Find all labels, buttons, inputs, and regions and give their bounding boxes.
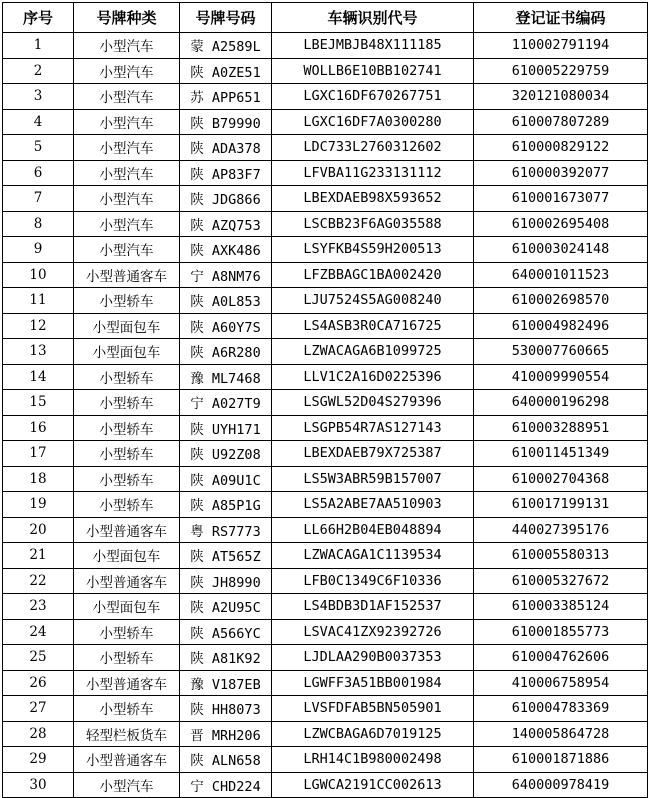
cell-plate-number: 陕 AXK486	[180, 237, 272, 263]
cell-certificate-number: 610001855773	[474, 619, 648, 645]
cell-index: 9	[3, 237, 74, 263]
cell-certificate-number: 610017199131	[474, 492, 648, 518]
cell-index: 24	[3, 619, 74, 645]
cell-plate-type: 小型面包车	[74, 339, 180, 365]
cell-certificate-number: 610001673077	[474, 186, 648, 212]
cell-plate-number: 陕 A09U1C	[180, 466, 272, 492]
table-row	[3, 441, 648, 467]
cell-plate-number: 陕 JDG866	[180, 186, 272, 212]
cell-plate-type: 小型汽车	[74, 186, 180, 212]
table-row	[3, 237, 648, 263]
cell-certificate-number: 610001871886	[474, 747, 648, 773]
cell-certificate-number: 440027395176	[474, 517, 648, 543]
cell-plate-type: 小型面包车	[74, 313, 180, 339]
table-row	[3, 543, 648, 569]
table-row	[3, 772, 648, 798]
cell-plate-type: 小型轿车	[74, 288, 180, 314]
cell-plate-number: 蒙 A2589L	[180, 33, 272, 59]
cell-certificate-number: 530007760665	[474, 339, 648, 365]
cell-vin: LSGWL52D04S279396	[272, 390, 474, 416]
table-row	[3, 364, 648, 390]
cell-plate-type: 小型普通客车	[74, 517, 180, 543]
cell-vin: LS4ASB3R0CA716725	[272, 313, 474, 339]
cell-index: 21	[3, 543, 74, 569]
cell-index: 7	[3, 186, 74, 212]
cell-vin: LZWACAGA6B1099725	[272, 339, 474, 365]
cell-plate-type: 小型普通客车	[74, 262, 180, 288]
cell-plate-type: 小型普通客车	[74, 670, 180, 696]
cell-plate-number: 宁 A027T9	[180, 390, 272, 416]
cell-vin: LJU7524S5AG008240	[272, 288, 474, 314]
cell-certificate-number: 610004783369	[474, 696, 648, 722]
cell-vin: LZWACAGA1C1139534	[272, 543, 474, 569]
cell-vin: LS4BDB3D1AF152537	[272, 594, 474, 620]
cell-plate-type: 小型汽车	[74, 109, 180, 135]
table-row	[3, 160, 648, 186]
cell-vin: LRH14C1B980002498	[272, 747, 474, 773]
cell-plate-type: 小型汽车	[74, 211, 180, 237]
cell-plate-number: 陕 A6R280	[180, 339, 272, 365]
cell-index: 22	[3, 568, 74, 594]
cell-vin: LLV1C2A16D0225396	[272, 364, 474, 390]
cell-certificate-number: 610005327672	[474, 568, 648, 594]
cell-plate-type: 小型汽车	[74, 772, 180, 798]
cell-index: 12	[3, 313, 74, 339]
cell-plate-number: 陕 A2U95C	[180, 594, 272, 620]
cell-certificate-number: 140005864728	[474, 721, 648, 747]
cell-index: 20	[3, 517, 74, 543]
table-row	[3, 696, 648, 722]
cell-plate-number: 晋 MRH206	[180, 721, 272, 747]
cell-index: 13	[3, 339, 74, 365]
table-row	[3, 339, 648, 365]
table-row	[3, 517, 648, 543]
cell-plate-type: 小型汽车	[74, 58, 180, 84]
cell-vin: LGWFF3A51BB001984	[272, 670, 474, 696]
cell-vin: LJDLAA290B0037353	[272, 645, 474, 671]
cell-index: 26	[3, 670, 74, 696]
cell-vin: LBEXDAEB98X593652	[272, 186, 474, 212]
cell-plate-type: 小型轿车	[74, 645, 180, 671]
table-row	[3, 288, 648, 314]
cell-certificate-number: 610002698570	[474, 288, 648, 314]
header-certificate-number: 登记证书编码	[474, 3, 648, 33]
cell-plate-number: 陕 JH8990	[180, 568, 272, 594]
cell-plate-type: 小型汽车	[74, 135, 180, 161]
table-row	[3, 262, 648, 288]
table-row	[3, 390, 648, 416]
cell-index: 11	[3, 288, 74, 314]
cell-plate-type: 小型轿车	[74, 466, 180, 492]
table-row	[3, 670, 648, 696]
cell-plate-type: 小型普通客车	[74, 568, 180, 594]
table-row	[3, 313, 648, 339]
cell-index: 3	[3, 84, 74, 110]
cell-vin: LSYFKB4S59H200513	[272, 237, 474, 263]
cell-plate-number: 陕 A85P1G	[180, 492, 272, 518]
table-row	[3, 415, 648, 441]
cell-plate-type: 小型轿车	[74, 364, 180, 390]
cell-certificate-number: 640000978419	[474, 772, 648, 798]
cell-index: 14	[3, 364, 74, 390]
cell-index: 10	[3, 262, 74, 288]
cell-plate-number: 粤 RS7773	[180, 517, 272, 543]
cell-index: 25	[3, 645, 74, 671]
cell-vin: LFZBBAGC1BA002420	[272, 262, 474, 288]
cell-vin: LL66H2B04EB048894	[272, 517, 474, 543]
cell-plate-type: 小型面包车	[74, 594, 180, 620]
cell-certificate-number: 610011451349	[474, 441, 648, 467]
cell-plate-number: 陕 AZQ753	[180, 211, 272, 237]
table-row	[3, 33, 648, 59]
cell-plate-type: 小型轿车	[74, 492, 180, 518]
cell-vin: LBEJMBJB48X111185	[272, 33, 474, 59]
cell-index: 18	[3, 466, 74, 492]
cell-index: 28	[3, 721, 74, 747]
header-vin: 车辆识别代号	[272, 3, 474, 33]
cell-plate-number: 陕 HH8073	[180, 696, 272, 722]
cell-index: 16	[3, 415, 74, 441]
cell-certificate-number: 610002704368	[474, 466, 648, 492]
cell-plate-type: 轻型栏板货车	[74, 721, 180, 747]
cell-vin: LGXC16DF7A0300280	[272, 109, 474, 135]
cell-plate-number: 陕 U92Z08	[180, 441, 272, 467]
table-row	[3, 721, 648, 747]
cell-plate-type: 小型汽车	[74, 33, 180, 59]
cell-plate-type: 小型面包车	[74, 543, 180, 569]
table-row	[3, 186, 648, 212]
cell-index: 1	[3, 33, 74, 59]
cell-vin: LVSFDFAB5BN505901	[272, 696, 474, 722]
cell-certificate-number: 110002791194	[474, 33, 648, 59]
table-row	[3, 135, 648, 161]
cell-certificate-number: 610003024148	[474, 237, 648, 263]
cell-certificate-number: 410009990554	[474, 364, 648, 390]
cell-vin: LGWCA2191CC002613	[272, 772, 474, 798]
cell-vin: LFB0C1349C6F10336	[272, 568, 474, 594]
cell-certificate-number: 610004982496	[474, 313, 648, 339]
cell-vin: LBEXDAEB79X725387	[272, 441, 474, 467]
cell-vin: LGXC16DF670267751	[272, 84, 474, 110]
cell-vin: LSGPB54R7AS127143	[272, 415, 474, 441]
cell-plate-number: 陕 A566YC	[180, 619, 272, 645]
cell-plate-number: 陕 A0ZE51	[180, 58, 272, 84]
cell-plate-number: 陕 AP83F7	[180, 160, 272, 186]
cell-index: 5	[3, 135, 74, 161]
cell-plate-number: 豫 ML7468	[180, 364, 272, 390]
cell-index: 15	[3, 390, 74, 416]
cell-vin: LSCBB23F6AG035588	[272, 211, 474, 237]
cell-vin: LSVAC41ZX92392726	[272, 619, 474, 645]
cell-plate-number: 陕 A0L853	[180, 288, 272, 314]
cell-plate-type: 小型汽车	[74, 237, 180, 263]
table-row	[3, 466, 648, 492]
cell-plate-number: 陕 AT565Z	[180, 543, 272, 569]
cell-certificate-number: 610000392077	[474, 160, 648, 186]
header-index: 序号	[3, 3, 74, 33]
cell-index: 2	[3, 58, 74, 84]
header-plate-number: 号牌号码	[180, 3, 272, 33]
cell-vin: LFVBA11G233131112	[272, 160, 474, 186]
cell-vin: WOLLB6E10BB102741	[272, 58, 474, 84]
cell-certificate-number: 610003288951	[474, 415, 648, 441]
cell-vin: LZWCBAGA6D7019125	[272, 721, 474, 747]
table-row	[3, 492, 648, 518]
cell-plate-number: 陕 A81K92	[180, 645, 272, 671]
cell-plate-type: 小型普通客车	[74, 747, 180, 773]
header-plate-type: 号牌种类	[74, 3, 180, 33]
table-row	[3, 619, 648, 645]
cell-plate-number: 豫 V187EB	[180, 670, 272, 696]
vehicle-registration-table	[2, 2, 648, 798]
cell-index: 23	[3, 594, 74, 620]
cell-certificate-number: 610003385124	[474, 594, 648, 620]
table-row	[3, 747, 648, 773]
cell-index: 29	[3, 747, 74, 773]
cell-plate-type: 小型轿车	[74, 696, 180, 722]
cell-plate-number: 宁 CHD224	[180, 772, 272, 798]
cell-index: 4	[3, 109, 74, 135]
cell-index: 8	[3, 211, 74, 237]
cell-index: 27	[3, 696, 74, 722]
cell-plate-number: 陕 ALN658	[180, 747, 272, 773]
cell-certificate-number: 610002695408	[474, 211, 648, 237]
table-row	[3, 594, 648, 620]
cell-vin: LS5A2ABE7AA510903	[272, 492, 474, 518]
cell-plate-type: 小型轿车	[74, 390, 180, 416]
cell-plate-number: 苏 APP651	[180, 84, 272, 110]
cell-certificate-number: 410006758954	[474, 670, 648, 696]
table-row	[3, 568, 648, 594]
cell-plate-type: 小型汽车	[74, 84, 180, 110]
table-row	[3, 58, 648, 84]
cell-vin: LS5W3ABR59B157007	[272, 466, 474, 492]
table-row	[3, 645, 648, 671]
cell-plate-type: 小型汽车	[74, 160, 180, 186]
table-row	[3, 211, 648, 237]
cell-certificate-number: 610000829122	[474, 135, 648, 161]
table-row	[3, 109, 648, 135]
table-row	[3, 84, 648, 110]
cell-certificate-number: 320121080034	[474, 84, 648, 110]
cell-plate-number: 陕 B79990	[180, 109, 272, 135]
cell-plate-number: 陕 UYH171	[180, 415, 272, 441]
cell-plate-type: 小型轿车	[74, 441, 180, 467]
cell-index: 30	[3, 772, 74, 798]
cell-index: 6	[3, 160, 74, 186]
cell-certificate-number: 610004762606	[474, 645, 648, 671]
cell-plate-number: 陕 A60Y7S	[180, 313, 272, 339]
cell-certificate-number: 610007807289	[474, 109, 648, 135]
cell-index: 17	[3, 441, 74, 467]
cell-certificate-number: 640001011523	[474, 262, 648, 288]
cell-plate-number: 宁 A8NM76	[180, 262, 272, 288]
cell-plate-type: 小型轿车	[74, 619, 180, 645]
cell-plate-number: 陕 ADA378	[180, 135, 272, 161]
cell-plate-type: 小型轿车	[74, 415, 180, 441]
cell-vin: LDC733L2760312602	[272, 135, 474, 161]
cell-certificate-number: 640000196298	[474, 390, 648, 416]
table-body	[3, 33, 648, 798]
table-header-row	[3, 3, 648, 33]
cell-certificate-number: 610005229759	[474, 58, 648, 84]
cell-certificate-number: 610005580313	[474, 543, 648, 569]
cell-index: 19	[3, 492, 74, 518]
